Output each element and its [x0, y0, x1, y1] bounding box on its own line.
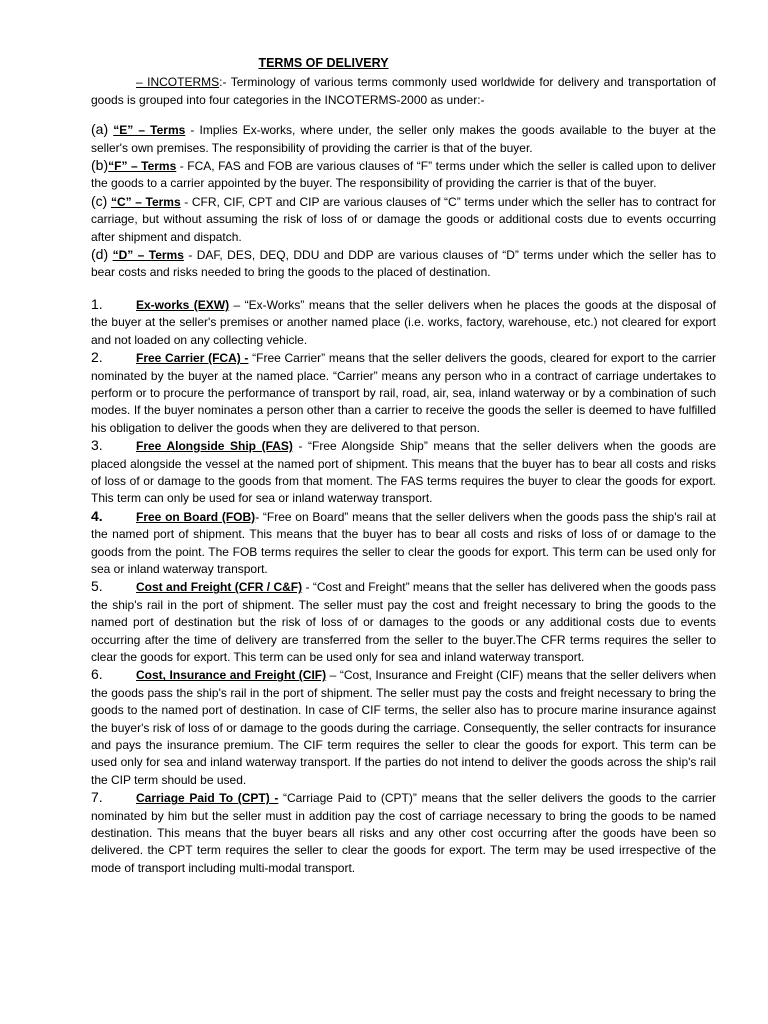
item-text: - “Cost and Freight” means that the seller has delivered when the goods pass the ship's rail in the port of shipment. The seller must pay the cost and freight necessary to bring the goods to the named port of destination but the risk of loss of or damages to the goods or any additional costs due to events occurring after the time of delivery are transferred from the seller to the buyer.The CFR terms requires the seller to clear the goods for export. This term can be used only for sea and inland waterway transport.	[91, 580, 716, 664]
intro-paragraph	[91, 74, 716, 109]
item-number: 7.	[91, 789, 103, 806]
category-term: “E” – Terms	[113, 123, 186, 138]
term-item-fas	[91, 437, 716, 508]
item-number: 6.	[91, 666, 103, 683]
category-label: (d)	[91, 246, 109, 263]
item-term: Cost, Insurance and Freight (CIF)	[136, 668, 327, 683]
term-item-cpt	[91, 789, 716, 877]
item-term: Carriage Paid To (CPT) -	[136, 791, 279, 806]
term-item-cif	[91, 666, 716, 789]
category-label: (c)	[91, 192, 108, 209]
category-term: “D” – Terms	[112, 248, 184, 263]
category-d	[91, 246, 716, 282]
category-term: “F” – Terms	[108, 159, 177, 174]
category-text: - DAF, DES, DEQ, DDU and DDP are various clauses of “D” terms under which the seller has to bear costs and risks needed to bring the goods to the placed of destination.	[91, 248, 716, 280]
item-text: “Carriage Paid to (CPT)” means that the seller delivers the goods to the carrier nominated by him but the seller must in addition pay the cost of carriage necessary to bring the goods to be named destination. This means that the buyer bears all risks and any other cost occurring after the goods have been so delivered. the CPT term requires the seller to clear the goods for export. The term may be used irrespective of the mode of transport including multi-modal transport.	[91, 791, 716, 875]
item-text: - “Free on Board” means that the seller delivers when the goods pass the ship's rail at the named port of shipment. This means that the buyer has to bear all costs and risks of loss of or damage to the goods from the point. The FOB terms requires the seller to clear the goods for export. This term can be used only for sea or inland waterway transport.	[91, 509, 716, 576]
category-f	[91, 157, 716, 193]
item-number: 2.	[91, 349, 103, 366]
term-item-exw	[91, 296, 716, 349]
category-text: - Implies Ex-works, where under, the seller only makes the goods available to the buyer at the seller's own premises. The responsibility of providing the carrier is that of the buyer.	[91, 123, 716, 155]
item-text: – “Cost, Insurance and Freight (CIF) means that the seller delivers when the goods pass the ship's rail in the port of shipment. The seller must pay the costs and freight necessary to bring the goods to the named port of destination. In case of CIF terms, the seller also has to procure marine insurance against the buyer's risk of loss of or damage to the goods during the carriage. Consequently, the seller contracts for insurance and pays the insurance premium. The CIF term requires the seller to clear the goods for export. This term can be used only for sea and inland waterway transport. If the parties do not intend to deliver the goods across the ship's rail the CIP term should be used.	[91, 668, 716, 787]
term-item-fob	[91, 508, 716, 579]
item-number: 4.	[91, 507, 103, 524]
item-term: Ex-works (EXW)	[136, 297, 230, 312]
item-term: Free on Board (FOB)	[136, 509, 256, 524]
item-text: “Free Carrier” means that the seller delivers the goods, cleared for export to the carrier nominated by the buyer at the named place. “Carrier” means any person who in a contract of carriage undertakes to perform or to procure the performance of transport by rail, road, air, sea, inland waterway or by a combination of such modes. If the buyer nominates a person other than a carrier to receive the goods the seller is deemed to have fulfilled his obligation to deliver the goods when they are delivered to that person.	[91, 351, 717, 435]
item-number: 3.	[91, 437, 103, 454]
category-c	[91, 193, 716, 246]
category-e	[91, 121, 716, 157]
category-label: (a)	[91, 121, 109, 138]
item-number: 5.	[91, 578, 103, 595]
item-number: 1.	[91, 295, 103, 312]
item-text: - “Free Alongside Ship” means that the seller delivers when the goods are placed alongside the vessel at the named port of shipment. This means that the buyer has to bear all costs and risks of loss of or damage to the goods from that moment. The FAS terms requires the buyer to clear the goods for export. This term can only be used for sea or inland waterway transport.	[91, 439, 717, 506]
intro-term: – INCOTERMS	[136, 75, 220, 90]
category-text: - CFR, CIF, CPT and CIP are various clauses of “C” terms under which the seller has to contract for carriage, but without assuming the risk of loss of or damage the goods or additional costs due to events occurring after shipment and dispatch.	[91, 194, 716, 244]
term-item-fca	[91, 349, 716, 437]
item-term: Free Carrier (FCA) -	[136, 351, 249, 366]
item-term: Free Alongside Ship (FAS)	[136, 439, 293, 454]
category-label: (b)	[91, 157, 109, 174]
intro-text: :- Terminology of various terms commonly used worldwide for delivery and transportation of goods is grouped into four categories in the INCOTERMS-2000 as under:-	[91, 75, 716, 107]
category-term: “C” – Terms	[110, 194, 181, 209]
document-title: TERMS OF DELIVERY	[258, 56, 389, 70]
item-term: Cost and Freight (CFR / C&F)	[136, 580, 303, 595]
term-item-cfr	[91, 578, 716, 666]
item-text: – “Ex-Works” means that the seller delivers when he places the goods at the disposal of the buyer at the seller's premises or another named place (i.e. works, factory, warehouse, etc.) not cleared for export and not loaded on any collecting vehicle.	[91, 297, 717, 347]
category-text: - FCA, FAS and FOB are various clauses of “F” terms under which the seller is called upon to deliver the goods to a carrier appointed by the buyer. The responsibility of providing the carrier is that of the buyer.	[91, 159, 716, 191]
section-gap	[91, 282, 716, 296]
